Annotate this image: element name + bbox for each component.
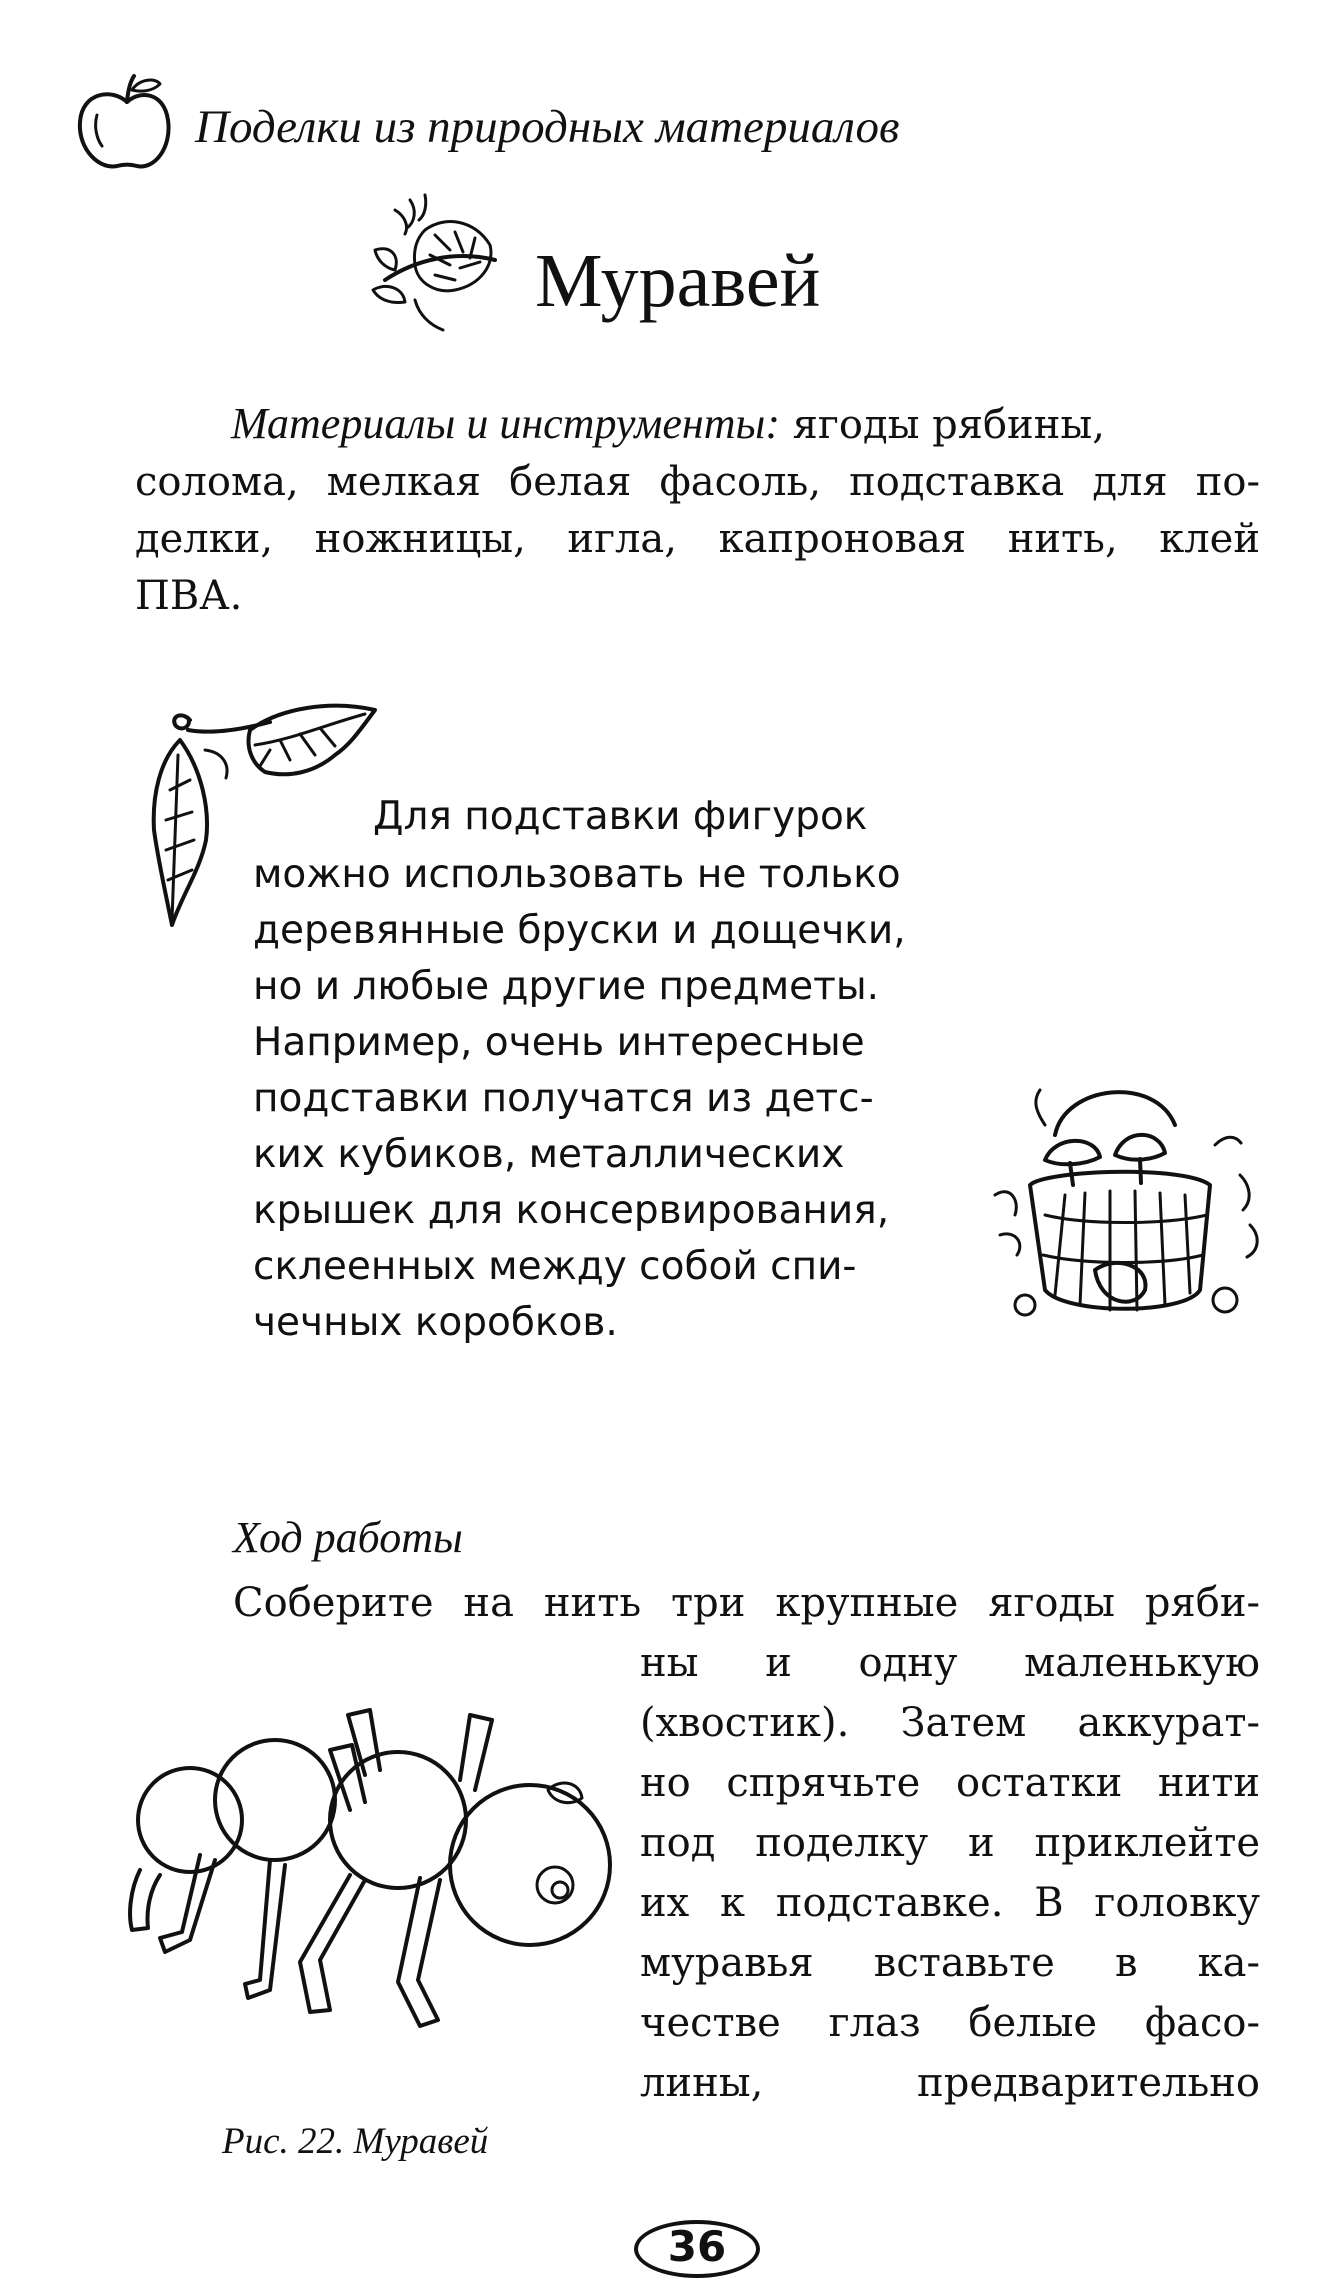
- tip-line: подставки получатся из детс-: [253, 1076, 874, 1121]
- tip-line: но и любые другие предметы.: [253, 964, 880, 1009]
- work-line: их к подставке. В головку: [640, 1880, 1260, 1926]
- tip-line: деревянные бруски и дощечки,: [253, 908, 906, 953]
- tip-line: Например, очень интересные: [253, 1020, 865, 1065]
- tip-line: можно использовать не только: [253, 852, 901, 897]
- tip-line: склеенных между собой спи-: [253, 1244, 857, 1289]
- materials-first-line: [135, 395, 1260, 454]
- materials-paragraph: [135, 395, 1260, 625]
- apple-icon: [72, 70, 182, 175]
- running-header: Поделки из природных материалов: [195, 101, 900, 153]
- page-title: Муравей: [535, 239, 821, 323]
- work-first-line: Соберите на нить три крупные ягоды ряби-: [233, 1580, 1260, 1626]
- materials-label: Материалы и инструменты:: [231, 399, 780, 448]
- page-number: 36: [667, 2222, 727, 2271]
- materials-line: солома, мелкая белая фасоль, подставка для по-: [135, 459, 1260, 505]
- work-line: муравья вставьте в ка-: [640, 1940, 1260, 1986]
- tip-line: крышек для консервирования,: [253, 1188, 890, 1233]
- work-line: но спрячьте остатки нити: [640, 1760, 1260, 1806]
- mushroom-basket-icon: [985, 1065, 1270, 1345]
- tip-line: ких кубиков, металлических: [253, 1132, 845, 1177]
- pine-cone-icon: [355, 190, 515, 340]
- work-line: честве глаз белые фасо-: [640, 2000, 1260, 2046]
- page-number-badge: [634, 2220, 760, 2278]
- work-line: ны и одну маленькую: [640, 1640, 1260, 1686]
- materials-line: ПВА.: [135, 573, 243, 619]
- tip-line: Для подставки фигурок: [373, 794, 868, 839]
- tip-line: чечных коробков.: [253, 1300, 618, 1345]
- ant-figure-icon: [120, 1690, 640, 2110]
- materials-text-first: ягоды рябины,: [779, 402, 1105, 448]
- work-line: (хвостик). Затем аккурат-: [640, 1700, 1260, 1746]
- work-line: под поделку и приклейте: [640, 1820, 1260, 1866]
- work-line: лины, предварительно: [640, 2060, 1260, 2106]
- materials-line: делки, ножницы, игла, капроновая нить, клей: [135, 516, 1260, 562]
- work-section-label: Ход работы: [233, 1513, 463, 1562]
- figure-caption: Рис. 22. Муравей: [222, 2121, 489, 2162]
